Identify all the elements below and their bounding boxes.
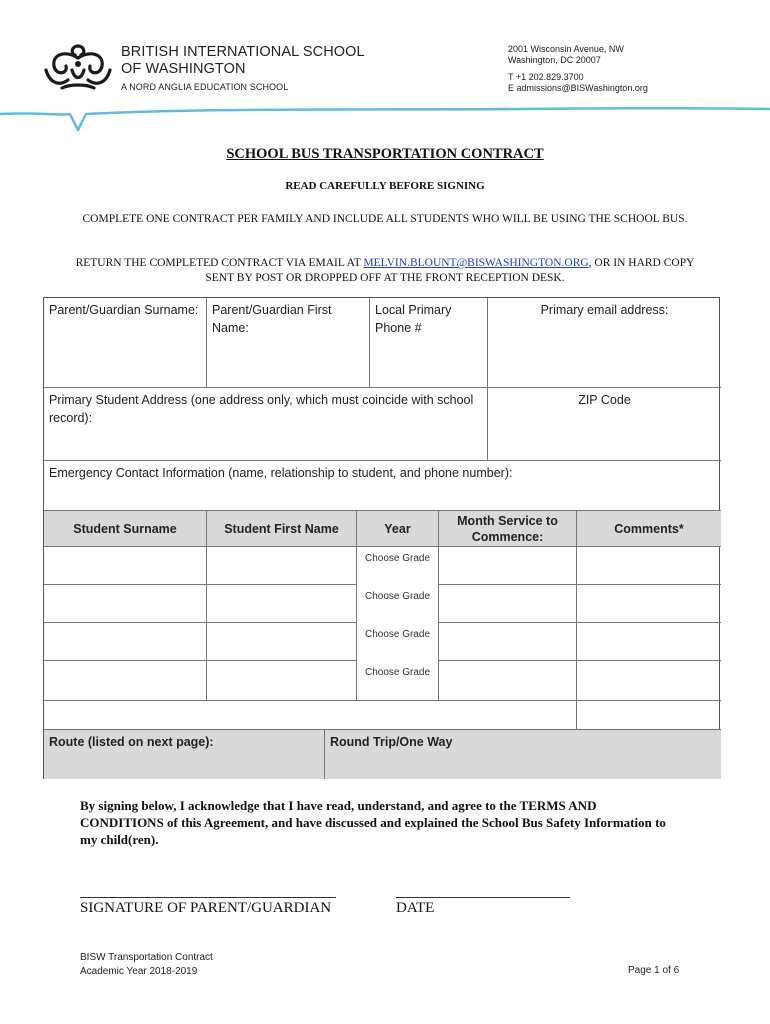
crown-crest-icon — [42, 40, 114, 100]
instruction-one-contract: COMPLETE ONE CONTRACT PER FAMILY AND INCLUDE ALL STUDENTS WHO WILL BE USING THE SCHOOL BUS. — [82, 213, 688, 225]
school-contact — [508, 44, 648, 94]
comments-cell-5[interactable] — [577, 701, 721, 730]
student-address-label: Primary Student Address (one address only, which must coincide with school record): — [49, 393, 474, 425]
comments-cell-3[interactable] — [577, 623, 721, 661]
month-service-cell-4[interactable] — [439, 661, 577, 701]
page-number: Page 1 of 6 — [628, 965, 680, 976]
instruction-return — [70, 256, 700, 286]
col-comments: Comments* — [577, 511, 721, 547]
student-first-name-cell-4[interactable] — [207, 661, 357, 701]
month-service-cell-1[interactable] — [439, 547, 577, 585]
school-name-line1: BRITISH INTERNATIONAL SCHOOL — [121, 44, 365, 60]
parent-first-name-label: Parent/Guardian First Name: — [212, 303, 332, 335]
school-name — [121, 44, 365, 78]
col-student-first-name: Student First Name — [207, 511, 357, 547]
contract-form-table — [43, 297, 720, 779]
header-wave-divider — [0, 100, 770, 140]
local-phone-field[interactable] — [370, 298, 488, 388]
route-label: Route (listed on next page): — [49, 735, 214, 749]
student-address-field[interactable] — [44, 388, 488, 461]
primary-email-field[interactable] — [488, 298, 721, 388]
parent-first-name-field[interactable] — [207, 298, 370, 388]
acknowledgement-text: By signing below, I acknowledge that I have read, understand, and agree to the TERMS AND CONDITIONS of this Agreement, and have discussed and explained the School Bus Safety Information to my child(ren). — [80, 798, 666, 847]
month-service-cell-2[interactable] — [439, 585, 577, 623]
date-line[interactable] — [396, 897, 570, 898]
parent-surname-field[interactable] — [44, 298, 207, 388]
grade-select-4[interactable]: Choose Grade — [357, 661, 439, 701]
student-surname-cell-1[interactable] — [44, 547, 207, 585]
signature-line[interactable] — [80, 897, 336, 898]
local-phone-label: Local Primary Phone # — [375, 303, 452, 335]
month-service-cell-3[interactable] — [439, 623, 577, 661]
student-surname-cell-3[interactable] — [44, 623, 207, 661]
school-phone: T +1 202.829.3700 — [508, 72, 584, 82]
school-affiliation: A NORD ANGLIA EDUCATION SCHOOL — [121, 82, 289, 92]
emergency-contact-label: Emergency Contact Information (name, relationship to student, and phone number): — [49, 466, 513, 480]
footer-academic-year: Academic Year 2018-2019 — [80, 966, 198, 977]
comments-cell-1[interactable] — [577, 547, 721, 585]
document-subtitle: READ CAREFULLY BEFORE SIGNING — [285, 180, 485, 192]
emergency-contact-field[interactable] — [44, 461, 721, 511]
school-name-line2: OF WASHINGTON — [121, 61, 246, 77]
student-first-name-cell-1[interactable] — [207, 547, 357, 585]
zip-code-label: ZIP Code — [578, 393, 631, 407]
address-line1: 2001 Wisconsin Avenue, NW — [508, 44, 624, 54]
col-year: Year — [357, 511, 439, 547]
blank-row — [44, 701, 577, 730]
zip-code-field[interactable] — [488, 388, 721, 461]
col-month-service: Month Service to Commence: — [439, 511, 577, 547]
address-line2: Washington, DC 20007 — [508, 55, 601, 65]
signature-label: SIGNATURE OF PARENT/GUARDIAN — [80, 900, 332, 916]
student-surname-cell-4[interactable] — [44, 661, 207, 701]
col-student-surname: Student Surname — [44, 511, 207, 547]
round-trip-field[interactable] — [325, 730, 721, 779]
student-first-name-cell-2[interactable] — [207, 585, 357, 623]
footer-doc-name: BISW Transportation Contract — [80, 952, 213, 963]
comments-cell-2[interactable] — [577, 585, 721, 623]
date-label: DATE — [396, 900, 435, 916]
parent-surname-label: Parent/Guardian Surname: — [49, 303, 199, 317]
student-surname-cell-2[interactable] — [44, 585, 207, 623]
comments-cell-4[interactable] — [577, 661, 721, 701]
grade-select-3[interactable]: Choose Grade — [357, 623, 439, 661]
instruction-return-text-end: , OR IN HARD COPY SENT BY POST OR DROPPED OFF AT THE FRONT RECEPTION DESK. — [205, 257, 695, 284]
round-trip-label: Round Trip/One Way — [330, 735, 453, 749]
instruction-return-text: RETURN THE COMPLETED CONTRACT VIA EMAIL AT — [75, 257, 364, 269]
contact-email-link[interactable]: MELVIN.BLOUNT@BISWASHINGTON.ORG — [363, 257, 589, 269]
grade-select-1[interactable]: Choose Grade — [357, 547, 439, 585]
primary-email-label: Primary email address: — [540, 303, 669, 317]
route-field[interactable] — [44, 730, 325, 779]
footer-info — [80, 951, 213, 979]
document-title: SCHOOL BUS TRANSPORTATION CONTRACT — [226, 146, 544, 162]
student-first-name-cell-3[interactable] — [207, 623, 357, 661]
school-email: E admissions@BISWashington.org — [508, 83, 648, 93]
grade-select-2[interactable]: Choose Grade — [357, 585, 439, 623]
